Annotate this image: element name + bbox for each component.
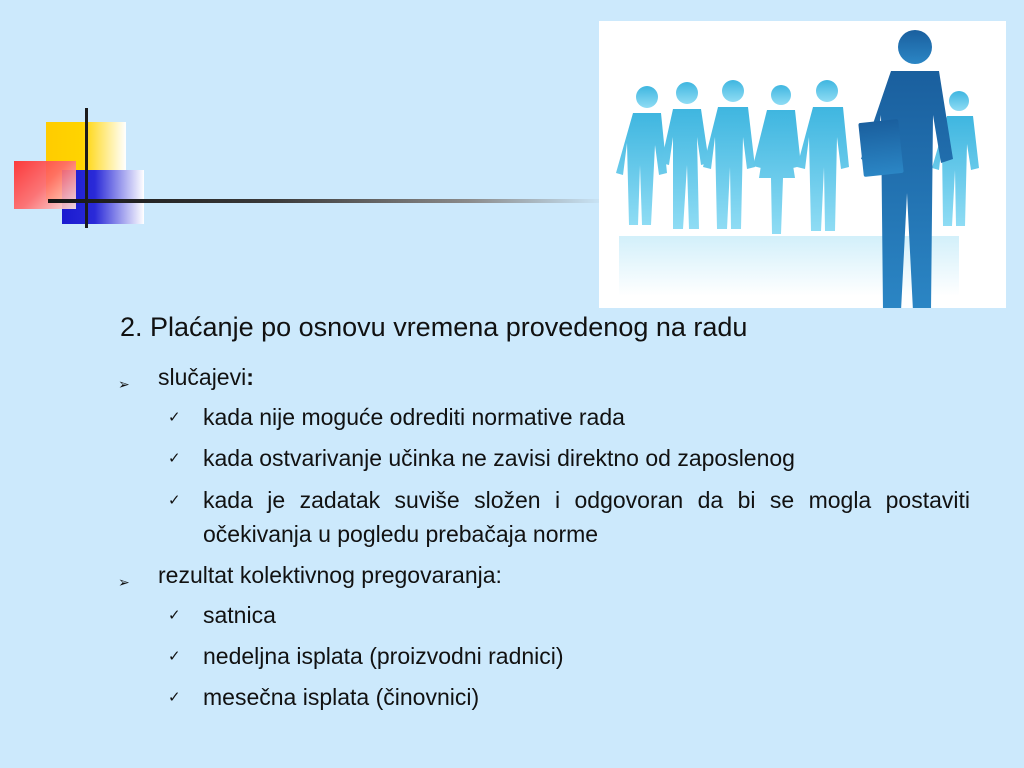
checkmark-bullet-icon: ✓	[168, 648, 181, 665]
list-item-text: kada ostvarivanje učinka ne zavisi direktno od zaposlenog	[203, 445, 795, 471]
section-label: slučajevi	[158, 364, 247, 390]
list-item-text: satnica	[203, 602, 276, 628]
list-item-text: kada je zadatak suviše složen i odgovoran da bi se mogla postaviti očekivanja u pogledu prebačaja norme	[203, 487, 970, 547]
people-silhouettes-icon	[599, 21, 1006, 308]
section-label-colon: :	[246, 364, 254, 390]
bullet-list	[118, 362, 970, 722]
list-item	[118, 401, 970, 433]
list-item-text: nedeljna isplata (proizvodni radnici)	[203, 643, 564, 669]
section-label: rezultat kolektivnog pregovaranja:	[158, 562, 502, 588]
checkmark-bullet-icon: ✓	[168, 409, 181, 426]
logo-vertical-line	[85, 108, 88, 228]
list-item	[118, 442, 970, 474]
list-item	[118, 560, 970, 590]
title-divider-line	[48, 199, 608, 203]
checkmark-bullet-icon: ✓	[168, 607, 181, 624]
people-silhouettes-image	[599, 21, 1006, 308]
list-item	[118, 362, 970, 392]
arrow-bullet-icon: ➢	[118, 574, 130, 590]
list-item-text: mesečna isplata (činovnici)	[203, 684, 480, 710]
checkmark-bullet-icon: ✓	[168, 450, 181, 467]
list-item	[118, 681, 970, 713]
list-item	[118, 483, 970, 551]
list-item	[118, 599, 970, 631]
checkmark-bullet-icon: ✓	[168, 689, 181, 706]
slide-title: 2. Plaćanje po osnovu vremena provedenog na radu	[120, 312, 748, 342]
checkmark-bullet-icon: ✓	[168, 492, 181, 509]
list-item	[118, 640, 970, 672]
arrow-bullet-icon: ➢	[118, 376, 130, 392]
list-item-text: kada nije moguće odrediti normative rada	[203, 404, 625, 430]
